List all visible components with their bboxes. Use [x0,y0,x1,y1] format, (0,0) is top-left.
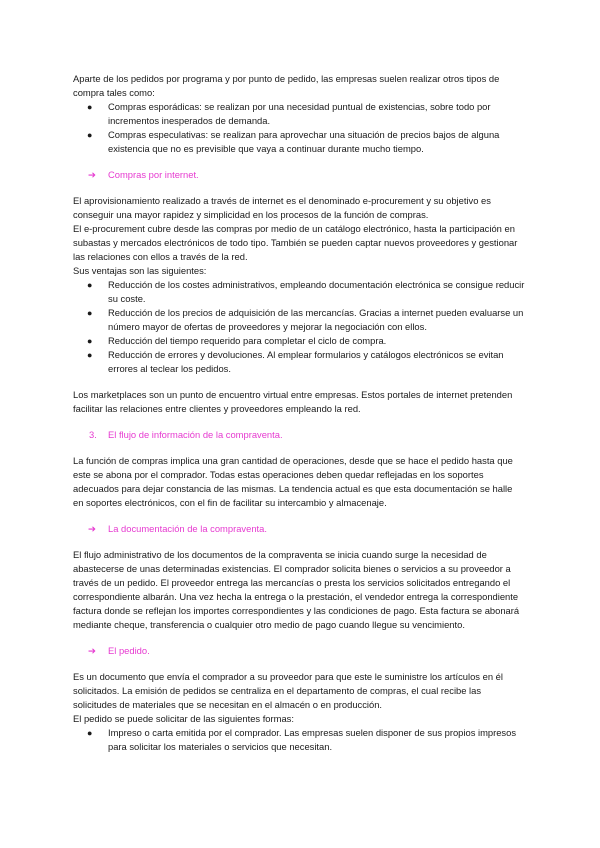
bullet-icon: ● [87,336,93,346]
list-item: ● Reducción de los costes administrativos, empleando documentación electrónica se consigue reducir su coste. [87,279,525,304]
list-ventajas [73,278,525,376]
bullet-icon: ● [87,102,93,112]
paragraph-e-procurement: El aprovisionamiento realizado a través de internet es el denominado e-procurement y su objetivo es conseguir una mayor rapidez y simplicidad en los procesos de la función de compras. [73,195,491,220]
bullet-icon: ● [87,350,93,360]
list-item: ● Reducción del tiempo requerido para completar el ciclo de compra. [87,335,387,346]
list-tipos-compra [73,100,525,156]
heading-compras-internet: ➔ Compras por internet. [88,169,199,180]
paragraph-marketplaces: Los marketplaces son un punto de encuentro virtual entre empresas. Estos portales de internet pretenden facilitar las relaciones entre clientes y proveedores empleando la red. [73,389,513,414]
document-page [73,72,525,754]
paragraph-flujo-administrativo: El flujo administrativo de los documentos de la compraventa se inicia cuando surge la necesidad de abastecerse de unas determinadas existencias. El comprador solicita bienes o servicios a su proveedor a través de un pedido. El proveedor entrega las mercancías o presta los servicios solicitados entregando el correspondiente albarán. Una vez hecha la entrega o la prestación, el vendedor entrega la correspondiente factura donde se reflejan los importes correspondientes y las condiciones de pago. Esta factura se abonará mediante cheque, transferencia o cualquier otro medio de pago cuando llegue su vencimiento. [73,549,520,630]
paragraph-ventajas: Sus ventajas son las siguientes: [73,265,207,276]
list-item: ● Compras especulativas: se realizan para aprovechar una situación de precios bajos de alguna existencia que no es previsible que vaya a continuar durante mucho tiempo. [87,129,500,154]
list-item: ● Reducción de errores y devoluciones. Al emplear formularios y catálogos electrónicos se evitan errores al teclear los pedidos. [87,349,504,374]
paragraph-tipos-compra: Aparte de los pedidos por programa y por punto de pedido, las empresas suelen realizar otros tipos de compra tales como: [73,73,500,98]
paragraph-pedido-definicion: Es un documento que envía el comprador a su proveedor para que este le suministre los artículos en él solicitados. La emisión de pedidos se centraliza en el departamento de compras, el cual recibe las solicitudes de materiales que se necesitan en el almacén o en producción. [73,671,503,710]
paragraph-funcion-compras: La función de compras implica una gran cantidad de operaciones, desde que se hace el pedido hasta que este se abona por el comprador. Todas estas operaciones deben quedar reflejadas en los soportes adecuados para dejar constancia de las mismas. La tendencia actual es que esta documentación se halle en soportes electrónicos, con el fin de facilitar su intercambio y almacenaje. [73,455,513,508]
bullet-icon: ● [87,308,93,318]
heading-flujo-informacion: 3. El flujo de información de la compraventa. [89,429,283,440]
list-item: ● Compras esporádicas: se realizan por una necesidad puntual de existencias, sobre todo por incrementos inesperados de demanda. [87,101,491,126]
paragraph-formas-pedido: El pedido se puede solicitar de las siguientes formas: [73,713,294,724]
bullet-icon: ● [87,280,93,290]
list-item: ● Impreso o carta emitida por el comprador. Las empresas suelen disponer de sus propios impresos para solicitar los materiales o servicios que necesitan. [87,727,517,752]
arrow-icon: ➔ [88,645,96,656]
heading-pedido: ➔ El pedido. [88,645,150,656]
heading-documentacion: ➔ La documentación de la compraventa. [88,523,267,534]
bullet-icon: ● [87,728,93,738]
list-item: ● Reducción de los precios de adquisición de las mercancías. Gracias a internet pueden evaluarse un número mayor de ofertas de proveedores y mejorar la negociación con ellos. [87,307,524,332]
bullet-icon: ● [87,130,93,140]
paragraph-e-procurement-cubre: El e-procurement cubre desde las compras por medio de un catálogo electrónico, hasta la participación en subastas y mercados electrónicos de todo tipo. También se pueden captar nuevos proveedores y gestionar las relaciones con ellos a través de la red. [73,223,518,262]
arrow-icon: ➔ [88,523,96,534]
list-formas-pedido [73,726,525,754]
arrow-icon: ➔ [88,169,96,180]
section-number: 3. [89,429,97,440]
